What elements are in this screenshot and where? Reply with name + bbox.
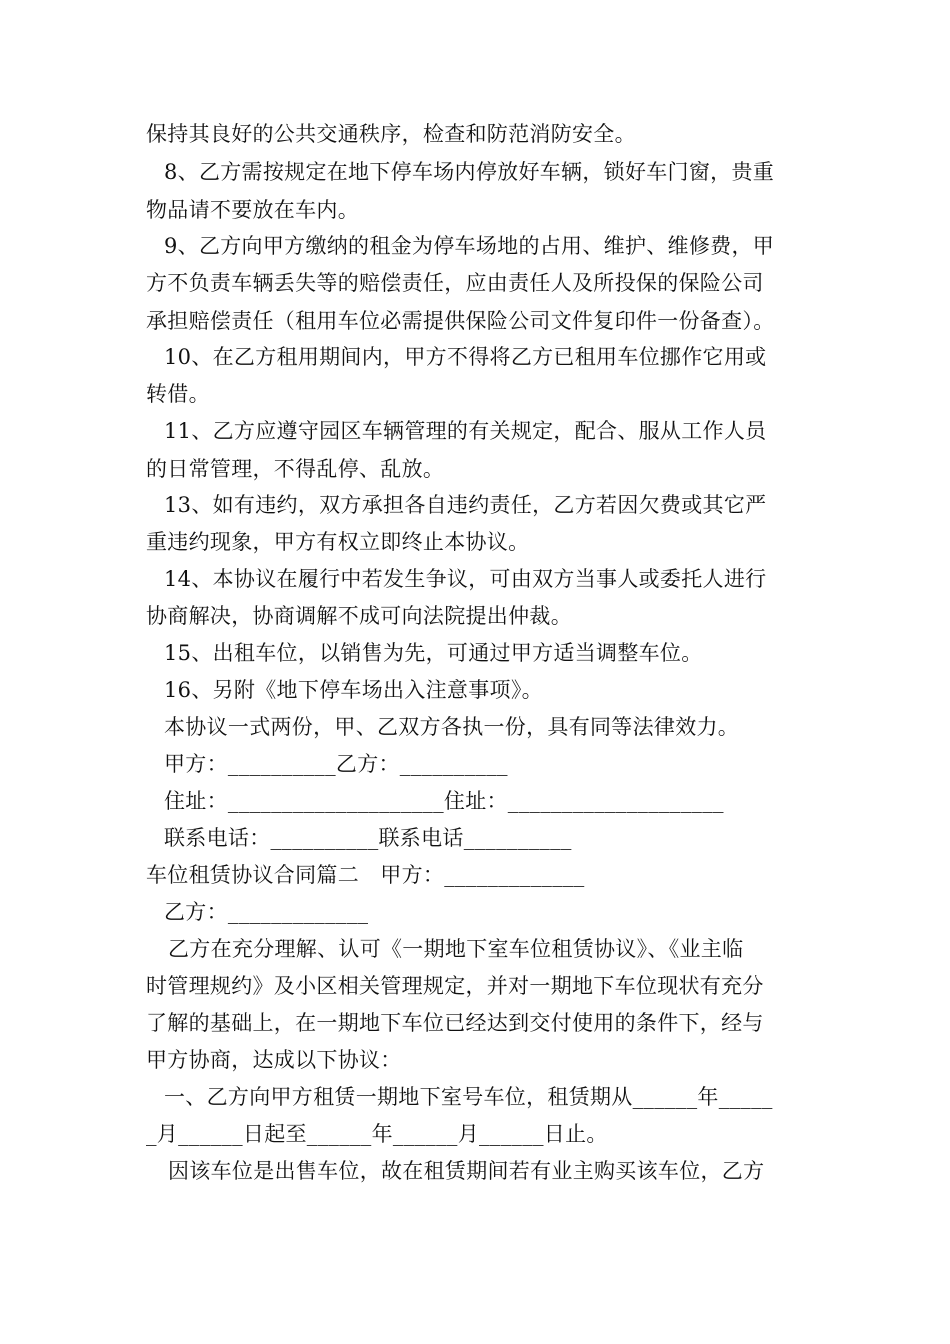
- text-line: 方不负责车辆丢失等的赔偿责任，应由责任人及所投保的保险公司: [146, 271, 764, 295]
- signature-line-party-a-b: 甲方：__________乙方：__________: [164, 752, 508, 776]
- signature-line-address: 住址：____________________住址：____________________: [164, 789, 724, 813]
- text-line: 14、本协议在履行中若发生争议，可由双方当事人或委托人进行: [164, 567, 767, 591]
- section-heading: 车位租赁协议合同篇二 甲方：_____________: [146, 863, 585, 887]
- text-line: 了解的基础上，在一期地下车位已经达到交付使用的条件下，经与: [146, 1011, 764, 1035]
- signature-line-party-b: 乙方：_____________: [164, 900, 369, 924]
- text-line: 本协议一式两份，甲、乙双方各执一份，具有同等法律效力。: [164, 715, 740, 739]
- text-line: 15、出租车位，以销售为先，可通过甲方适当调整车位。: [164, 641, 703, 665]
- text-line: 物品请不要放在车内。: [146, 198, 359, 222]
- text-line: 转借。: [146, 382, 210, 406]
- text-line: 9、乙方向甲方缴纳的租金为停车场地的占用、维护、维修费，甲: [164, 234, 775, 258]
- text-line: 13、如有违约，双方承担各自违约责任，乙方若因欠费或其它严: [164, 493, 767, 517]
- text-line: 协商解决，协商调解不成可向法院提出仲裁。: [146, 604, 572, 628]
- text-line: _月______日起至______年______月______日止。: [146, 1122, 608, 1146]
- text-line: 一、乙方向甲方租赁一期地下室号车位，租赁期从______年_____: [164, 1085, 773, 1109]
- signature-line-phone: 联系电话：__________联系电话__________: [164, 826, 572, 850]
- text-line: 11、乙方应遵守园区车辆管理的有关规定，配合、服从工作人员: [164, 419, 767, 443]
- text-line: 乙方在充分理解、认可《一期地下室车位租赁协议》、《业主临: [168, 937, 744, 961]
- text-line: 保持其良好的公共交通秩序，检查和防范消防安全。: [146, 122, 636, 146]
- text-line: 10、在乙方租用期间内，甲方不得将乙方已租用车位挪作它用或: [164, 345, 767, 369]
- text-line: 8、乙方需按规定在地下停车场内停放好车辆，锁好车门窗，贵重: [164, 160, 775, 184]
- text-line: 时管理规约》及小区相关管理规定，并对一期地下车位现状有充分: [146, 974, 764, 998]
- text-line: 因该车位是出售车位，故在租赁期间若有业主购买该车位，乙方: [168, 1159, 765, 1183]
- text-line: 重违约现象，甲方有权立即终止本协议。: [146, 530, 530, 554]
- text-line: 的日常管理，不得乱停、乱放。: [146, 457, 445, 481]
- text-line: 承担赔偿责任（租用车位必需提供保险公司文件复印件一份备查）。: [146, 309, 775, 333]
- text-line: 16、另附《地下停车场出入注意事项》。: [164, 678, 543, 702]
- text-line: 甲方协商，达成以下协议：: [146, 1048, 402, 1072]
